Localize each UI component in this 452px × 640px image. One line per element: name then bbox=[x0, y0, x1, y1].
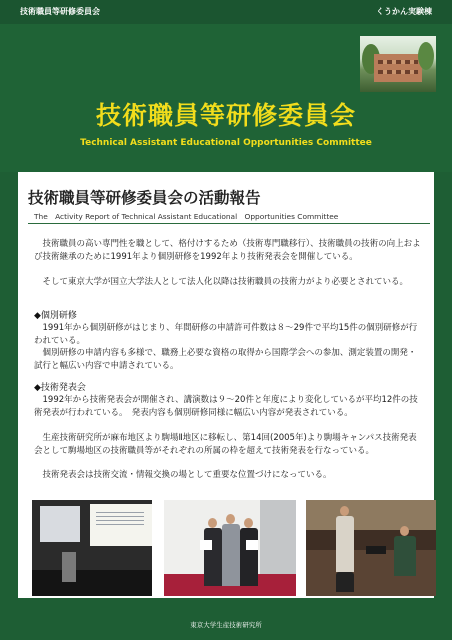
intro-paragraph-2: そして東京大学が国立大学法人として法人化以降は技術職員の技術力がより必要とされている。 bbox=[34, 277, 409, 287]
header-title-jp: 技術職員等研修委員会 bbox=[95, 101, 356, 130]
header-title-en: Technical Assistant Educational Opportunities Committee bbox=[80, 138, 372, 148]
kobetsu-heading: ◆個別研修 bbox=[34, 311, 77, 321]
footer-institute: 東京大学生産技術研究所 bbox=[190, 621, 262, 629]
happyo-paragraph-2: 生産技術研究所が麻布地区より駒場Ⅱ地区に移転し、第14回(2005年)より駒場キャンパス技術発表会として駒場地区の技術職員等がそれぞれの所属の枠を超えて技術発表を行なっている。 bbox=[34, 433, 417, 456]
intro-paragraph-1: 技術職員の高い専門性を職として、格付けするため（技術専門職移行）、技術職員の技術の向上および技術継承のために1991年より個別研修を1992年より技術発表会を開催している。 bbox=[34, 239, 421, 262]
happyo-paragraph-3: 技術発表会は技術交流・情報交換の場として重要な位置づけになっている。 bbox=[34, 470, 332, 480]
section-title: 技術職員等研修委員会の活動報告 bbox=[28, 189, 261, 207]
section-divider bbox=[28, 223, 430, 224]
kobetsu-paragraph-2: 個別研修の申請内容も多様で、職務上必要な資格の取得から国際学会への参加、測定装置の開発・試行と幅広い内容で申請されている。 bbox=[34, 348, 417, 371]
section-subtitle: The Activity Report of Technical Assistant Educational Opportunities Committee bbox=[34, 212, 339, 221]
building-photo bbox=[360, 36, 436, 92]
photo-strip bbox=[32, 500, 436, 596]
award-photo bbox=[164, 500, 296, 596]
happyo-heading: ◆技術発表会 bbox=[34, 383, 86, 393]
lecture-photo bbox=[32, 500, 152, 596]
top-bar-committee: 技術職員等研修委員会 bbox=[20, 7, 100, 16]
happyo-paragraph-1: 1992年から技術発表会が開催され、講演数は９～20件と年度により変化しているが平均12件の技術発表が行われている。 発表内容も個別研修同様に幅広い内容が発表されている。 bbox=[34, 395, 418, 418]
top-bar bbox=[0, 0, 452, 24]
performance-photo bbox=[306, 500, 436, 596]
top-bar-building: くうかん実験棟 bbox=[376, 7, 432, 16]
kobetsu-paragraph-1: 1991年から個別研修がはじまり、年間研修の申請許可件数は８～29件で平均15件の個別研修が行われている。 bbox=[34, 323, 418, 346]
